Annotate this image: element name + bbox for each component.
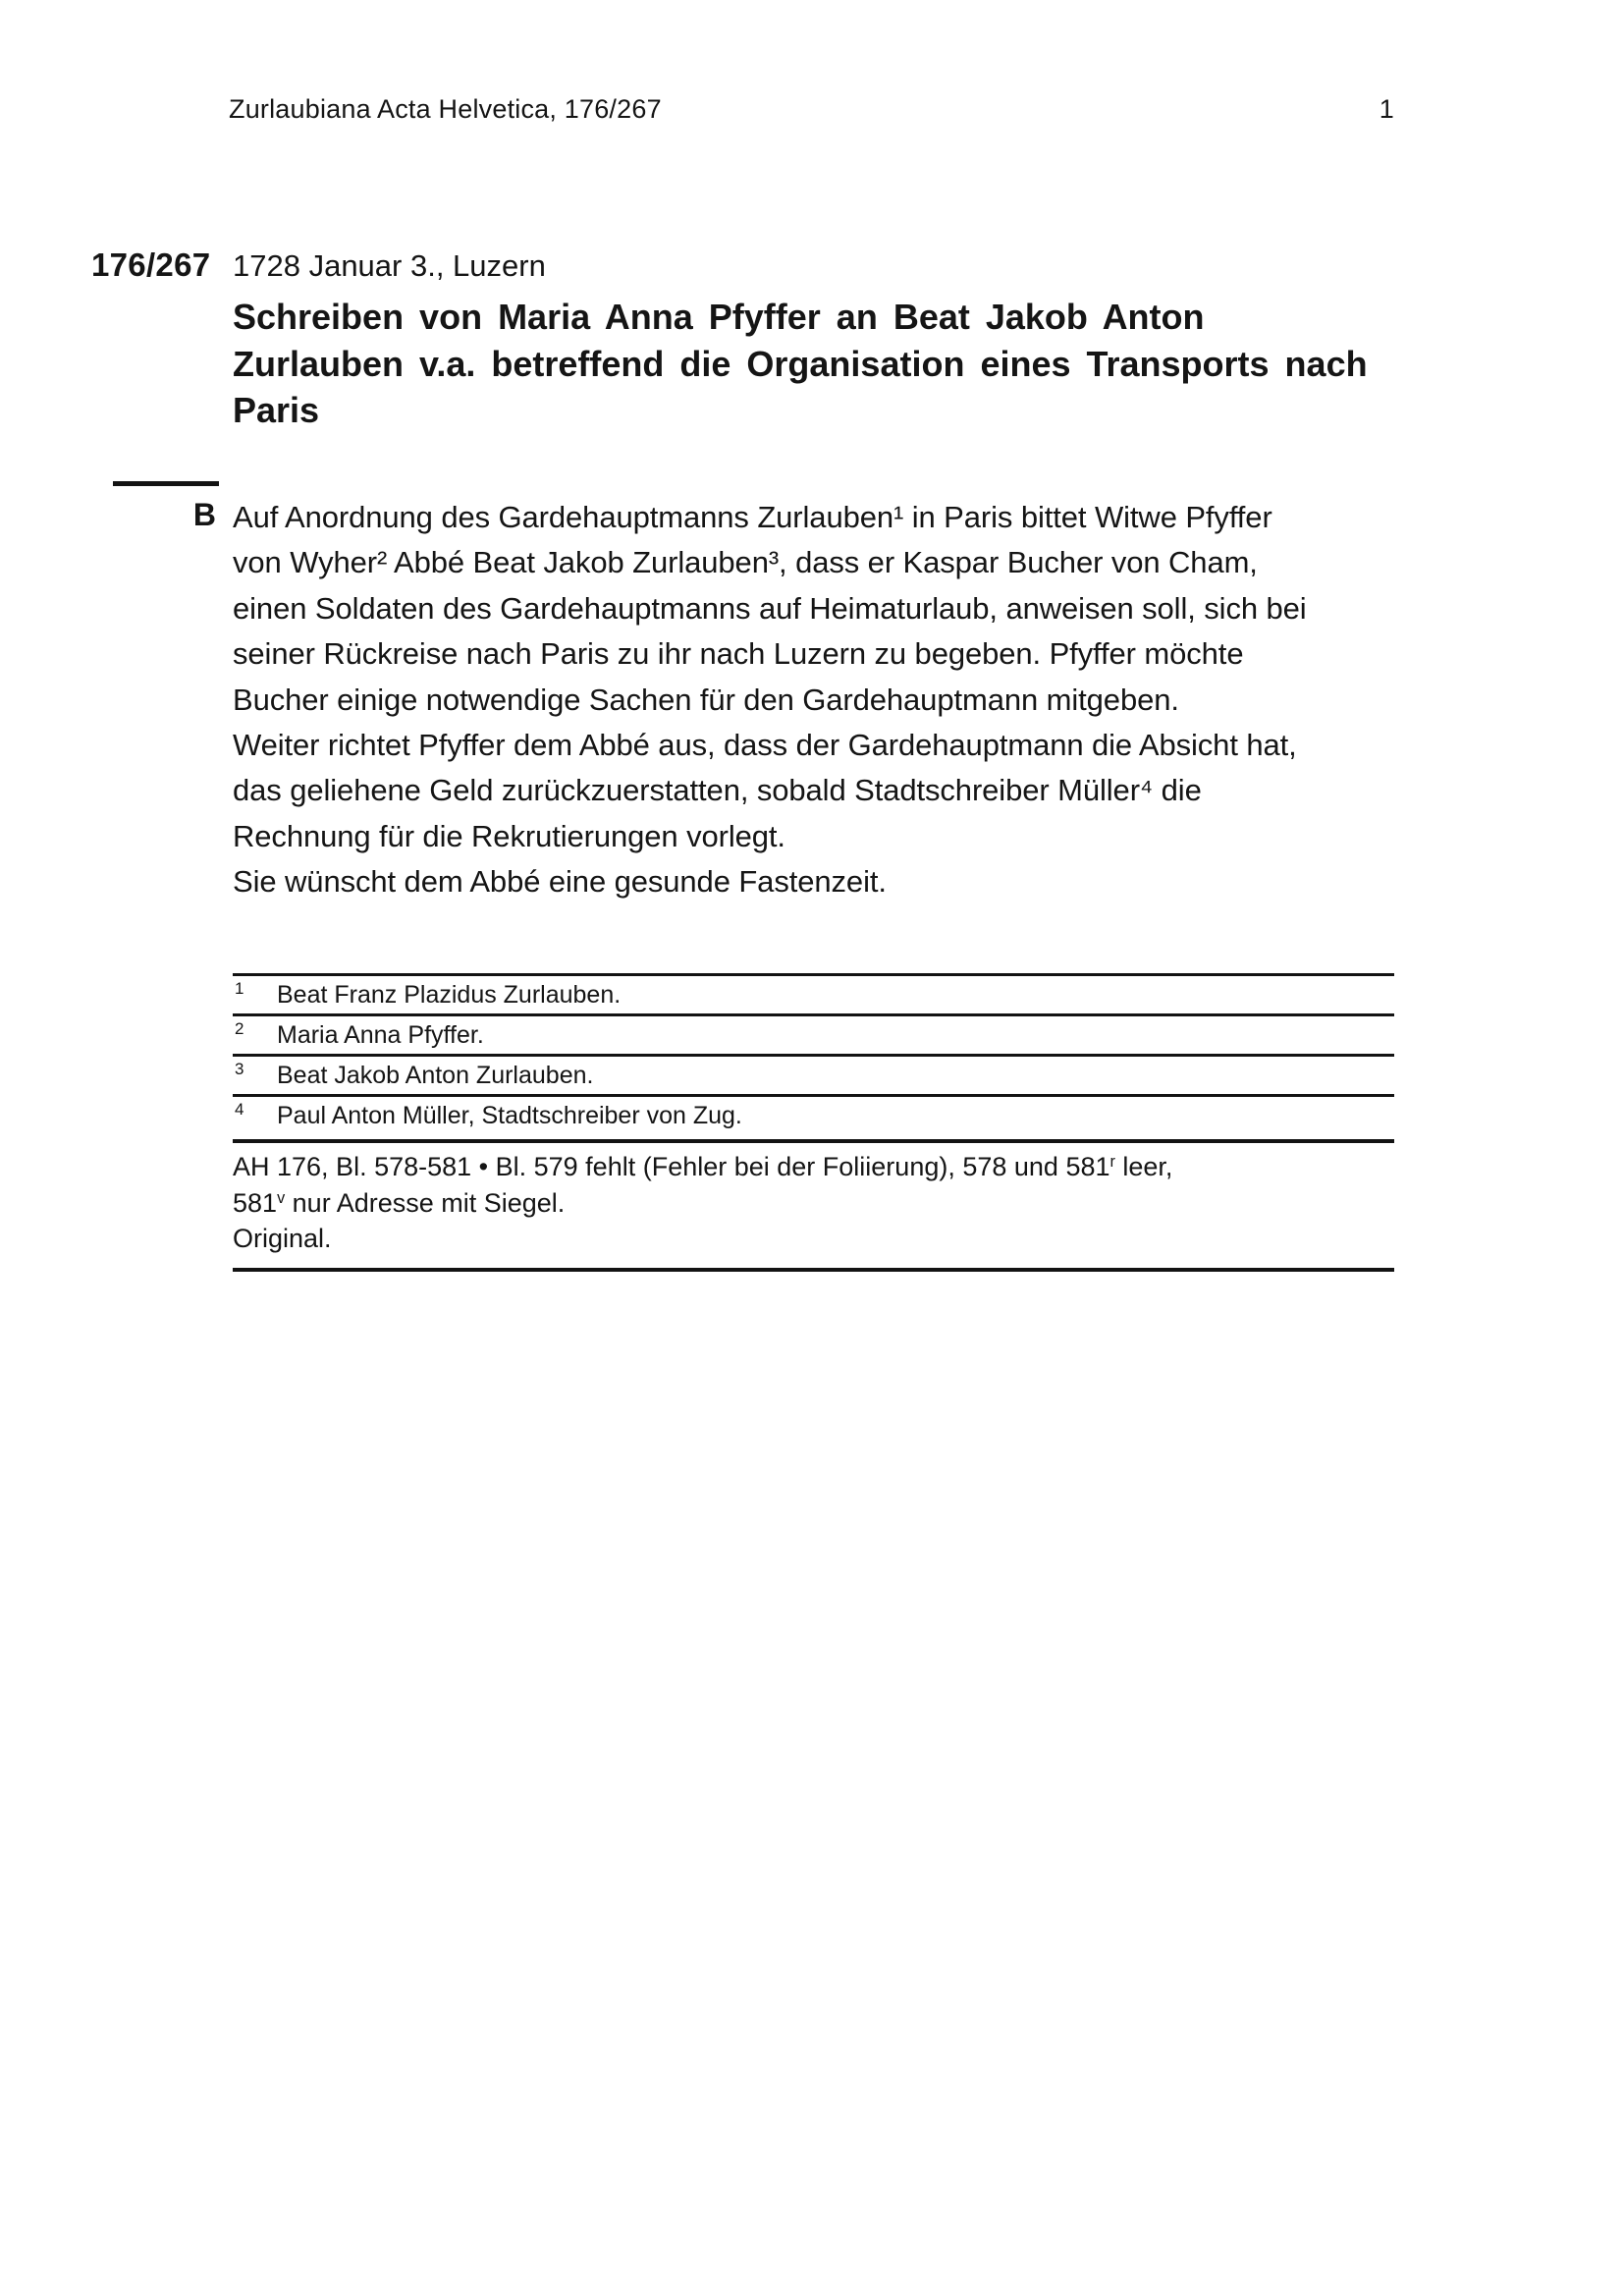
abstract-line: Bucher einige notwendige Sachen für den Gardehauptmann mitgeben. <box>233 682 1179 717</box>
footnote-text: Paul Anton Müller, Stadtschreiber von Zug. <box>277 1102 742 1129</box>
reference-line <box>233 1151 1394 1187</box>
footnote-row <box>233 1094 1394 1141</box>
abstract-line: seiner Rückreise nach Paris zu ihr nach Luzern zu begeben. Pfyffer möchte <box>233 636 1244 672</box>
document-number: 176/267 <box>91 246 211 283</box>
footnote-number: 3 <box>235 1060 244 1078</box>
footnote-text: Beat Franz Plazidus Zurlauben. <box>277 981 622 1009</box>
folio-verso-superscript: v <box>277 1188 286 1207</box>
abstract-line: Rechnung für die Rekrutierungen vorlegt. <box>233 818 785 853</box>
reference-original-note: Original. <box>233 1224 332 1253</box>
abstract-line: Weiter richtet Pfyffer dem Abbé aus, dass der Gardehauptmann die Absicht hat, <box>233 728 1297 763</box>
document-title-line: Paris <box>233 390 320 430</box>
reference-text: AH 176, Bl. 578-581 • Bl. 579 fehlt (Fehler bei der Foliierung), 578 und 581 <box>233 1152 1110 1181</box>
abstract-line: das geliehene Geld zurückzuerstatten, sobald Stadtschreiber Müller⁴ die <box>233 773 1202 808</box>
document-dateline: 1728 Januar 3., Luzern <box>233 248 546 283</box>
abstract-line: Sie wünscht dem Abbé eine gesunde Fastenzeit. <box>233 864 887 900</box>
footnote-text: Beat Jakob Anton Zurlauben. <box>277 1062 594 1089</box>
abstract-line: von Wyher² Abbé Beat Jakob Zurlauben³, dass er Kaspar Bucher von Cham, <box>233 545 1258 580</box>
footnote-number: 4 <box>235 1100 244 1119</box>
footnotes-section <box>233 973 1394 1141</box>
document-title-line: Zurlauben v.a. betreffend die Organisation eines Transports nach <box>233 343 1368 384</box>
reference-text: leer, <box>1114 1152 1173 1181</box>
document-title <box>233 294 1406 434</box>
section-marker-b: B <box>192 497 216 532</box>
section-rule <box>113 481 219 486</box>
running-header <box>229 94 1394 125</box>
footnote-row <box>233 1013 1394 1054</box>
folio-recto-superscript: r <box>1109 1153 1115 1172</box>
footnote-row <box>233 1054 1394 1094</box>
reference-line <box>233 1187 1394 1224</box>
abstract-line: einen Soldaten des Gardehauptmanns auf Heimaturlaub, anweisen soll, sich bei <box>233 590 1307 626</box>
abstract-text <box>233 495 1421 905</box>
archival-reference <box>233 1139 1394 1272</box>
footnote-row <box>233 973 1394 1013</box>
abstract-line: Auf Anordnung des Gardehauptmanns Zurlauben¹ in Paris bittet Witwe Pfyffer <box>233 500 1272 534</box>
footnote-number: 1 <box>235 979 244 998</box>
footnote-number: 2 <box>235 1019 244 1038</box>
document-title-line: Schreiben von Maria Anna Pfyffer an Beat Jakob Anton <box>233 297 1205 337</box>
reference-text: nur Adresse mit Siegel. <box>285 1187 566 1218</box>
footnote-text: Maria Anna Pfyffer. <box>277 1021 484 1049</box>
page-number: 1 <box>1379 94 1394 124</box>
reference-text: 581 <box>233 1187 278 1218</box>
running-header-title: Zurlaubiana Acta Helvetica, 176/267 <box>229 94 662 124</box>
